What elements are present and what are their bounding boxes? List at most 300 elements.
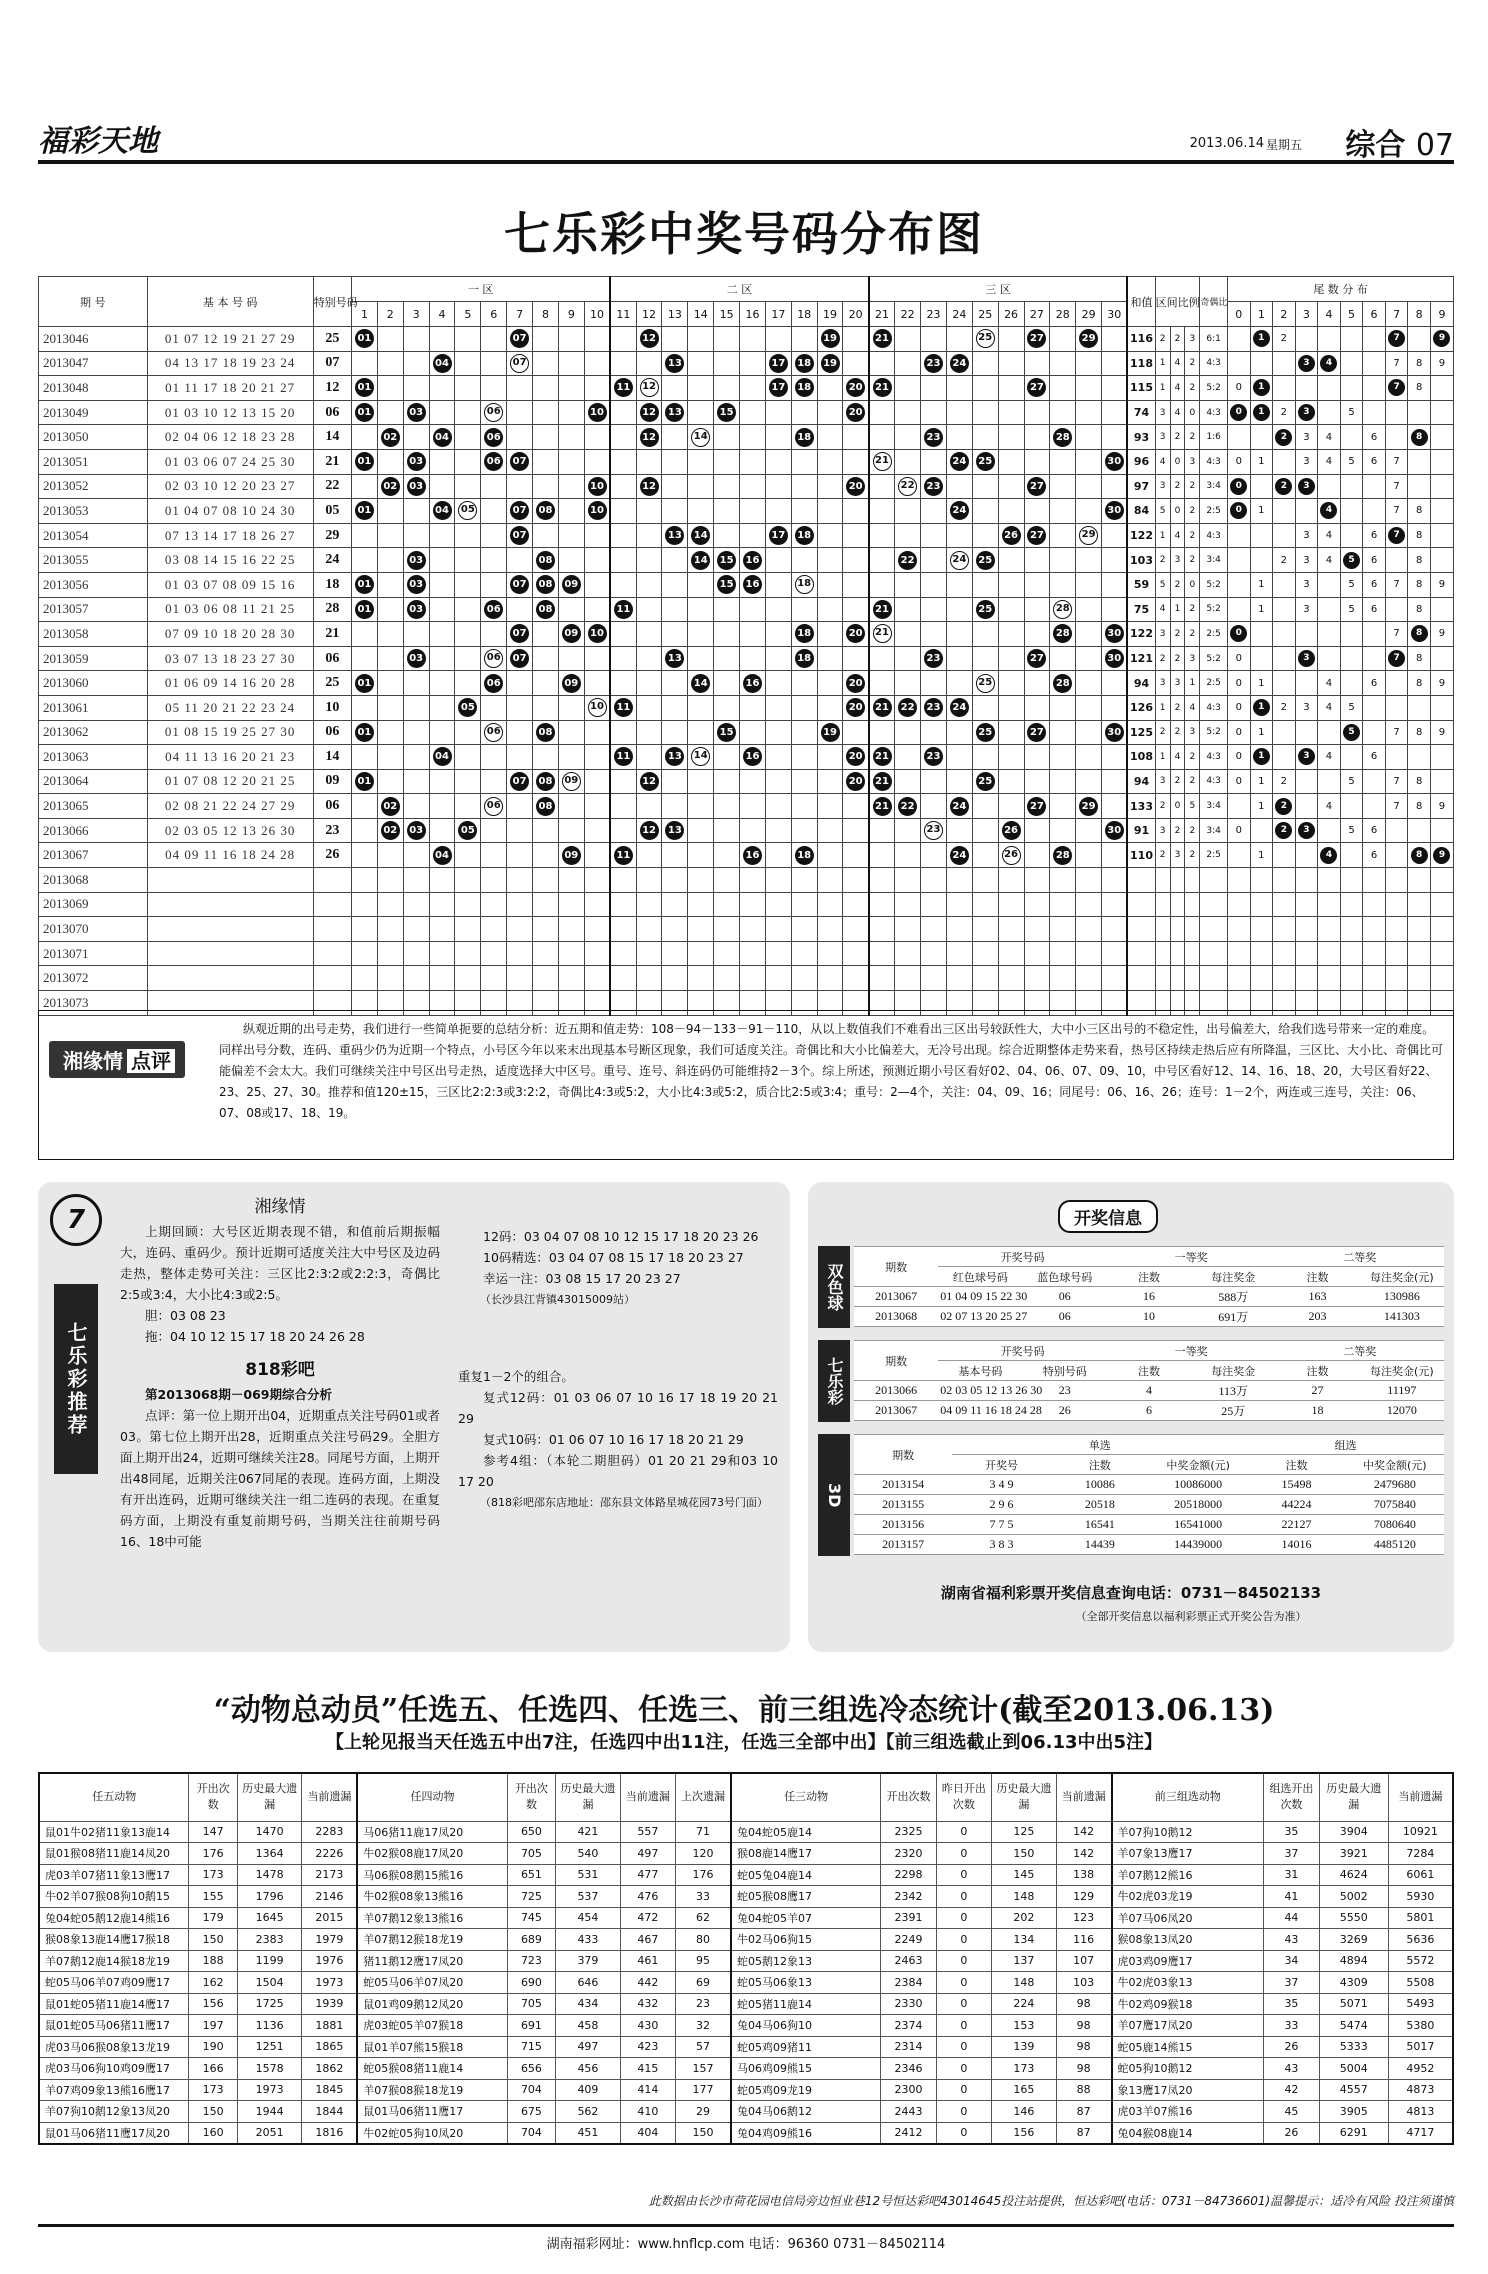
drawn-ball: 07 bbox=[510, 452, 529, 471]
header-digit: 3 bbox=[1295, 302, 1318, 327]
number-cell bbox=[1024, 523, 1050, 548]
number-cell bbox=[998, 794, 1024, 819]
number-cell bbox=[843, 327, 869, 352]
number-cell bbox=[817, 474, 843, 499]
number-cell bbox=[481, 794, 507, 819]
sum-value: 116 bbox=[1127, 327, 1155, 352]
number-cell bbox=[791, 425, 817, 450]
ratio-value: 4 bbox=[1155, 449, 1170, 474]
tail-cell bbox=[1318, 695, 1341, 720]
cold-cell: 45 bbox=[1264, 2101, 1319, 2123]
number-cell bbox=[843, 425, 869, 450]
ratio-value bbox=[1155, 966, 1170, 991]
number-cell bbox=[1024, 572, 1050, 597]
number-cell bbox=[662, 695, 688, 720]
sum-value: 96 bbox=[1127, 449, 1155, 474]
tail-cell bbox=[1385, 941, 1408, 966]
number-cell bbox=[869, 794, 895, 819]
tail-digit: 5 bbox=[1348, 702, 1355, 714]
ratio-value: 1 bbox=[1155, 745, 1170, 770]
basic-numbers bbox=[147, 917, 313, 942]
number-cell bbox=[481, 745, 507, 770]
number-cell bbox=[636, 966, 662, 991]
lot-sh: 注数 bbox=[1275, 1267, 1359, 1287]
tail-cell bbox=[1340, 499, 1363, 524]
tail-cell bbox=[1430, 695, 1453, 720]
cold-cell: 0 bbox=[936, 2036, 991, 2058]
cold-h: 开出次数 bbox=[507, 1773, 555, 1821]
grid-row bbox=[39, 671, 1454, 696]
ratio-value: 2 bbox=[1185, 474, 1200, 499]
special-number bbox=[313, 892, 351, 917]
tail-cell bbox=[1250, 425, 1273, 450]
number-cell bbox=[507, 843, 533, 868]
ratio-value: 1 bbox=[1155, 376, 1170, 401]
number-cell bbox=[584, 597, 610, 622]
number-cell bbox=[921, 572, 947, 597]
tail-cell bbox=[1250, 769, 1273, 794]
number-cell bbox=[1102, 695, 1128, 720]
number-cell bbox=[946, 572, 972, 597]
number-cell bbox=[636, 400, 662, 425]
drawn-ball: 03 bbox=[407, 649, 426, 668]
cold-cell: 646 bbox=[556, 1972, 621, 1994]
number-cell bbox=[377, 646, 403, 671]
tail-cell bbox=[1318, 769, 1341, 794]
number-cell bbox=[429, 671, 455, 696]
drawn-ball: 18 bbox=[795, 428, 814, 447]
cold-cell: 540 bbox=[556, 1843, 621, 1865]
cold-cell: 2173 bbox=[302, 1864, 357, 1886]
number-cell bbox=[817, 572, 843, 597]
number-cell bbox=[869, 597, 895, 622]
ratio-value bbox=[1170, 917, 1185, 942]
drawn-ball: 24 bbox=[950, 846, 969, 865]
tail-ball: 1 bbox=[1253, 379, 1270, 396]
drawn-ball: 25 bbox=[976, 600, 995, 619]
number-cell bbox=[403, 425, 429, 450]
tail-cell bbox=[1363, 794, 1386, 819]
lot-cell: 2013154 bbox=[854, 1475, 952, 1495]
tail-digit: 4 bbox=[1325, 800, 1333, 812]
number-cell bbox=[791, 941, 817, 966]
special-ball: 18 bbox=[795, 575, 814, 594]
number-cell bbox=[869, 868, 895, 893]
ratio-value bbox=[1155, 892, 1170, 917]
drawn-ball: 18 bbox=[795, 354, 814, 373]
tail-cell bbox=[1250, 548, 1273, 573]
number-cell bbox=[1024, 794, 1050, 819]
number-cell bbox=[1050, 794, 1076, 819]
number-cell bbox=[1024, 622, 1050, 647]
lot-cell: 10086 bbox=[1051, 1475, 1149, 1495]
cold-cell: 3921 bbox=[1319, 1843, 1388, 1865]
tail-cell bbox=[1430, 327, 1453, 352]
grid-row bbox=[39, 597, 1454, 622]
drawn-ball: 07 bbox=[510, 772, 529, 791]
number-cell bbox=[558, 917, 584, 942]
tail-cell bbox=[1340, 474, 1363, 499]
grid-row bbox=[39, 548, 1454, 573]
number-cell bbox=[352, 597, 378, 622]
cold-cell: 2015 bbox=[302, 1907, 357, 1929]
number-cell bbox=[921, 941, 947, 966]
number-cell bbox=[688, 572, 714, 597]
number-cell bbox=[429, 720, 455, 745]
tail-cell bbox=[1408, 499, 1431, 524]
basic-numbers: 03 08 14 15 16 22 25 bbox=[147, 548, 313, 573]
grid-row bbox=[39, 449, 1454, 474]
lot-row bbox=[854, 1535, 1444, 1555]
ratio-value: 3 bbox=[1155, 769, 1170, 794]
cold-cell: 69 bbox=[676, 1972, 731, 1994]
cold-cell: 120 bbox=[676, 1843, 731, 1865]
number-cell bbox=[998, 720, 1024, 745]
tail-cell bbox=[1295, 351, 1318, 376]
header-number: 12 bbox=[636, 302, 662, 327]
tail-digit: 1 bbox=[1258, 775, 1265, 787]
number-cell bbox=[765, 449, 791, 474]
tail-cell bbox=[1250, 474, 1273, 499]
number-cell bbox=[972, 868, 998, 893]
tail-cell bbox=[1385, 425, 1408, 450]
drawn-ball: 04 bbox=[433, 501, 452, 520]
tail-digit: 3 bbox=[1303, 554, 1310, 566]
number-cell bbox=[403, 474, 429, 499]
number-cell bbox=[352, 868, 378, 893]
lot-cell: 11197 bbox=[1360, 1381, 1444, 1401]
number-cell bbox=[507, 523, 533, 548]
cold-cell: 蛇05猴08鹰17 bbox=[731, 1886, 881, 1908]
number-cell bbox=[921, 671, 947, 696]
number-cell bbox=[584, 671, 610, 696]
number-cell bbox=[895, 327, 921, 352]
tail-cell bbox=[1228, 892, 1251, 917]
cold-cell: 129 bbox=[1056, 1886, 1111, 1908]
number-cell bbox=[352, 966, 378, 991]
tail-cell bbox=[1318, 597, 1341, 622]
tail-cell bbox=[1385, 400, 1408, 425]
cold-stats-title: “动物总动员”任选五、任选四、任选三、前三组选冷态统计(截至2013.06.13) bbox=[213, 1693, 1275, 1728]
number-cell bbox=[662, 523, 688, 548]
number-cell bbox=[429, 351, 455, 376]
number-cell bbox=[662, 351, 688, 376]
issue-date: 2013.06.14 bbox=[1189, 136, 1264, 151]
drawn-ball: 16 bbox=[743, 747, 762, 766]
number-cell bbox=[455, 351, 481, 376]
tail-cell bbox=[1408, 351, 1431, 376]
number-cell bbox=[610, 523, 636, 548]
drawn-ball: 24 bbox=[950, 501, 969, 520]
tail-cell bbox=[1340, 622, 1363, 647]
tail-cell bbox=[1363, 327, 1386, 352]
number-cell bbox=[946, 622, 972, 647]
number-cell bbox=[584, 794, 610, 819]
number-cell bbox=[740, 548, 766, 573]
cold-h: 前三组选动物 bbox=[1112, 1773, 1264, 1821]
lot-cell: 6 bbox=[1107, 1401, 1191, 1421]
drawn-ball: 04 bbox=[433, 846, 452, 865]
drawn-ball: 19 bbox=[821, 329, 840, 348]
number-cell bbox=[740, 400, 766, 425]
number-cell bbox=[662, 941, 688, 966]
tail-cell bbox=[1340, 941, 1363, 966]
tail-cell bbox=[1250, 794, 1273, 819]
cold-cell: 1979 bbox=[302, 1929, 357, 1951]
lot-cell: 23 bbox=[1023, 1381, 1107, 1401]
drawn-ball: 23 bbox=[924, 698, 943, 717]
tail-cell bbox=[1228, 818, 1251, 843]
lot-header bbox=[854, 1341, 1444, 1361]
special-number: 07 bbox=[313, 351, 351, 376]
drawn-ball: 11 bbox=[614, 846, 633, 865]
number-cell bbox=[1102, 720, 1128, 745]
number-cell bbox=[740, 376, 766, 401]
number-cell bbox=[429, 327, 455, 352]
number-cell bbox=[921, 548, 947, 573]
header-number: 7 bbox=[507, 302, 533, 327]
number-cell bbox=[481, 449, 507, 474]
number-cell bbox=[507, 548, 533, 573]
number-cell bbox=[377, 892, 403, 917]
tail-cell bbox=[1430, 449, 1453, 474]
tail-ball: 2 bbox=[1275, 429, 1292, 446]
number-cell bbox=[765, 548, 791, 573]
tail-cell bbox=[1340, 695, 1363, 720]
lot-cell: 3 4 9 bbox=[952, 1475, 1050, 1495]
drawn-ball: 21 bbox=[873, 747, 892, 766]
number-cell bbox=[558, 720, 584, 745]
drawn-ball: 28 bbox=[1053, 428, 1072, 447]
cold-cell: 531 bbox=[556, 1864, 621, 1886]
cold-cell: 137 bbox=[992, 1950, 1057, 1972]
number-cell bbox=[481, 327, 507, 352]
tail-digit: 0 bbox=[1235, 653, 1242, 665]
tail-cell bbox=[1273, 376, 1296, 401]
tail-cell bbox=[1228, 966, 1251, 991]
period-cell: 2013049 bbox=[39, 400, 148, 425]
tail-digit: 5 bbox=[1348, 407, 1355, 419]
tail-cell bbox=[1318, 499, 1341, 524]
cold-cell: 723 bbox=[507, 1950, 555, 1972]
basic-numbers: 02 08 21 22 24 27 29 bbox=[147, 794, 313, 819]
drawn-ball: 03 bbox=[407, 403, 426, 422]
number-cell bbox=[1076, 572, 1102, 597]
ratio-value: 2 bbox=[1185, 769, 1200, 794]
cold-cell: 2330 bbox=[881, 1993, 936, 2015]
lot-cell: 10 bbox=[1107, 1307, 1191, 1327]
number-cell bbox=[636, 499, 662, 524]
tail-cell bbox=[1228, 351, 1251, 376]
number-cell bbox=[765, 499, 791, 524]
number-cell bbox=[921, 474, 947, 499]
number-cell bbox=[610, 499, 636, 524]
number-cell bbox=[688, 597, 714, 622]
number-cell bbox=[740, 941, 766, 966]
number-cell bbox=[403, 400, 429, 425]
cold-cell: 羊07狗10鹅12 bbox=[1112, 1821, 1264, 1843]
cold-h: 开出次数 bbox=[189, 1773, 237, 1821]
number-cell bbox=[740, 327, 766, 352]
number-cell bbox=[352, 892, 378, 917]
number-cell bbox=[533, 327, 559, 352]
number-cell bbox=[921, 966, 947, 991]
tail-digit: 8 bbox=[1415, 505, 1423, 517]
cold-cell: 43 bbox=[1264, 2058, 1319, 2080]
number-cell bbox=[507, 499, 533, 524]
cold-cell: 5380 bbox=[1388, 2015, 1453, 2037]
drawn-ball: 02 bbox=[381, 821, 400, 840]
cold-row bbox=[39, 2058, 1453, 2080]
number-cell bbox=[558, 646, 584, 671]
number-cell bbox=[688, 917, 714, 942]
number-cell bbox=[843, 376, 869, 401]
number-cell bbox=[1076, 499, 1102, 524]
number-cell bbox=[377, 499, 403, 524]
tail-cell bbox=[1318, 474, 1341, 499]
grid-row bbox=[39, 794, 1454, 819]
number-cell bbox=[558, 523, 584, 548]
number-cell bbox=[507, 351, 533, 376]
number-cell bbox=[817, 523, 843, 548]
tail-cell bbox=[1295, 720, 1318, 745]
number-cell bbox=[972, 843, 998, 868]
number-cell bbox=[714, 449, 740, 474]
lot-cell: 06 bbox=[1023, 1307, 1107, 1327]
tail-ball: 0 bbox=[1230, 478, 1247, 495]
header-basic: 基 本 号 码 bbox=[147, 277, 313, 327]
header-number: 6 bbox=[481, 302, 507, 327]
tail-ball: 7 bbox=[1388, 527, 1405, 544]
tail-cell bbox=[1408, 523, 1431, 548]
number-cell bbox=[946, 327, 972, 352]
lot-cell: 14439000 bbox=[1149, 1535, 1247, 1555]
drawn-ball: 20 bbox=[846, 698, 865, 717]
number-cell bbox=[688, 425, 714, 450]
number-cell bbox=[843, 499, 869, 524]
drawn-ball: 21 bbox=[873, 797, 892, 816]
odd-even-value: 1:6 bbox=[1200, 425, 1228, 450]
drawn-ball: 10 bbox=[588, 477, 607, 496]
tail-cell bbox=[1408, 622, 1431, 647]
tail-cell bbox=[1295, 572, 1318, 597]
number-cell bbox=[584, 892, 610, 917]
number-cell bbox=[352, 769, 378, 794]
number-cell bbox=[610, 376, 636, 401]
cold-cell: 鼠01猴08猪11鹿14凤20 bbox=[39, 1843, 189, 1865]
tail-cell bbox=[1228, 523, 1251, 548]
cold-cell: 562 bbox=[556, 2101, 621, 2123]
cold-cell: 31 bbox=[1264, 1864, 1319, 1886]
number-cell bbox=[688, 523, 714, 548]
drawn-ball: 23 bbox=[924, 428, 943, 447]
cold-cell: 150 bbox=[189, 2101, 237, 2123]
comment-tag-a: 湘缘情 bbox=[63, 1049, 123, 1073]
tail-cell bbox=[1273, 671, 1296, 696]
number-cell bbox=[662, 597, 688, 622]
number-cell bbox=[972, 327, 998, 352]
ssq-tag: 双色球 bbox=[818, 1246, 850, 1328]
tail-cell bbox=[1408, 843, 1431, 868]
period-cell: 2013054 bbox=[39, 523, 148, 548]
grid-row bbox=[39, 400, 1454, 425]
tail-cell bbox=[1363, 745, 1386, 770]
tail-cell bbox=[1408, 917, 1431, 942]
number-cell bbox=[740, 745, 766, 770]
number-cell bbox=[998, 597, 1024, 622]
number-cell bbox=[429, 622, 455, 647]
drawn-ball: 10 bbox=[588, 501, 607, 520]
number-cell bbox=[558, 966, 584, 991]
number-cell bbox=[688, 966, 714, 991]
header-digit: 1 bbox=[1250, 302, 1273, 327]
cold-cell: 牛02猴08象13熊16 bbox=[357, 1886, 507, 1908]
number-cell bbox=[429, 449, 455, 474]
number-cell bbox=[377, 843, 403, 868]
number-cell bbox=[1102, 572, 1128, 597]
cold-cell: 鼠01羊07熊15猴18 bbox=[357, 2036, 507, 2058]
cold-cell: 125 bbox=[992, 1821, 1057, 1843]
number-cell bbox=[584, 769, 610, 794]
basic-numbers: 02 03 10 12 20 23 27 bbox=[147, 474, 313, 499]
ratio-value: 0 bbox=[1185, 572, 1200, 597]
tail-cell bbox=[1250, 622, 1273, 647]
cold-cell: 179 bbox=[189, 1907, 237, 1929]
number-cell bbox=[558, 769, 584, 794]
number-cell bbox=[584, 572, 610, 597]
special-number: 05 bbox=[313, 499, 351, 524]
number-cell bbox=[377, 597, 403, 622]
odd-even-value: 4:3 bbox=[1200, 449, 1228, 474]
special-number: 14 bbox=[313, 425, 351, 450]
grid-row bbox=[39, 572, 1454, 597]
cold-cell: 26 bbox=[1264, 2122, 1319, 2144]
drawn-ball: 16 bbox=[743, 551, 762, 570]
special-number: 21 bbox=[313, 622, 351, 647]
number-cell bbox=[584, 376, 610, 401]
number-cell bbox=[455, 622, 481, 647]
sum-value: 97 bbox=[1127, 474, 1155, 499]
number-cell bbox=[817, 818, 843, 843]
tail-cell bbox=[1385, 745, 1408, 770]
number-cell bbox=[533, 843, 559, 868]
tail-cell bbox=[1318, 966, 1341, 991]
tail-cell bbox=[1385, 794, 1408, 819]
header-special: 特别号码 bbox=[313, 277, 351, 327]
period-cell: 2013050 bbox=[39, 425, 148, 450]
number-cell bbox=[1102, 794, 1128, 819]
tail-cell bbox=[1363, 695, 1386, 720]
number-cell bbox=[869, 499, 895, 524]
cold-row bbox=[39, 1950, 1453, 1972]
number-cell bbox=[403, 622, 429, 647]
lot-cell: 2013067 bbox=[854, 1287, 938, 1307]
drawn-ball: 20 bbox=[846, 624, 865, 643]
tail-digit: 6 bbox=[1370, 431, 1378, 443]
tail-digit: 4 bbox=[1325, 751, 1333, 763]
ratio-value: 4 bbox=[1155, 597, 1170, 622]
special-ball: 29 bbox=[1079, 526, 1098, 545]
number-cell bbox=[1076, 622, 1102, 647]
tail-cell bbox=[1408, 769, 1431, 794]
number-cell bbox=[817, 548, 843, 573]
tail-cell bbox=[1363, 769, 1386, 794]
cold-cell: 29 bbox=[676, 2101, 731, 2123]
ratio-value: 2 bbox=[1155, 327, 1170, 352]
number-cell bbox=[972, 548, 998, 573]
tail-cell bbox=[1273, 769, 1296, 794]
number-cell bbox=[1050, 941, 1076, 966]
